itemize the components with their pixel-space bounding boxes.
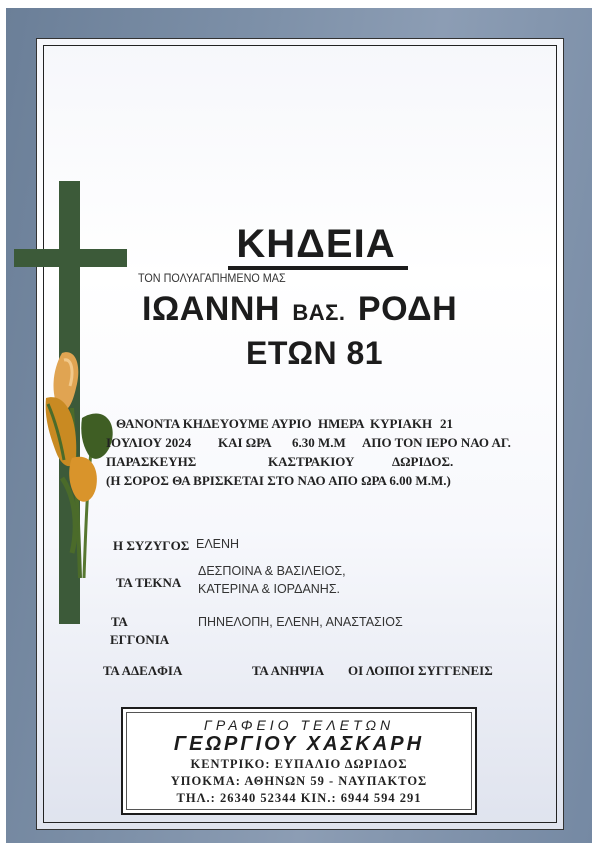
siblings-label: ΤΑ ΑΔΕΛΦΙΑ <box>103 663 183 678</box>
funeral-office-box <box>121 707 477 815</box>
title-underline <box>228 266 408 270</box>
deceased-name <box>142 290 502 329</box>
spouse-label: Η ΣΥΖΥΓΟΣ <box>113 538 190 553</box>
announcement-text: ΑΠΟ ΤΟΝ ΙΕΡΟ ΝΑΟ ΑΓ. <box>362 435 511 450</box>
announcement-text: ΚΑΙ ΩΡΑ <box>218 435 272 450</box>
announcement-text: ΚΑΣΤΡΑΚΙΟΥ <box>268 454 355 469</box>
deceased-age: ΕΤΩΝ 81 <box>246 335 384 371</box>
grandchildren-label-2: ΕΓΓΟΝΙΑ <box>110 632 170 647</box>
announcement-text: ΙΟΥΛΙΟΥ 2024 <box>106 435 192 450</box>
grandchildren-label-1: ΤΑ <box>111 614 128 629</box>
name-middle: ΒΑΣ. <box>292 300 346 325</box>
office-phones: ΤΗΛ.: 26340 52344 ΚΙΝ.: 6944 594 291 <box>176 791 422 805</box>
notice-subtitle: ΤΟΝ ΠΟΛΥΑΓΑΠΗΜΕΝΟ ΜΑΣ <box>138 271 286 285</box>
cross-arm <box>14 249 127 267</box>
relatives-label: ΟΙ ΛΟΙΠΟΙ ΣΥΓΓΕΝΕΙΣ <box>348 663 493 678</box>
announcement-text: ΘΑΝΟΝΤΑ ΚΗΔΕΥΟΥΜΕ ΑΥΡΙΟ <box>116 416 312 431</box>
notice-title: ΚΗΔΕΙΑ <box>236 222 396 266</box>
announcement-text: 21 <box>440 416 453 431</box>
announcement-text: (Η ΣΟΡΟΣ ΘΑ ΒΡΙΣΚΕΤΑΙ ΣΤΟ ΝΑΟ ΑΠΟ ΩΡΑ 6.00 Μ.Μ.) <box>106 473 451 488</box>
office-branch-address: ΥΠΟΚΜΑ: ΑΘΗΝΩΝ 59 - ΝΑΥΠΑΚΤΟΣ <box>170 774 428 788</box>
office-name: ΓΕΩΡΓΙΟΥ ΧΑΣΚΑΡΗ <box>173 733 425 755</box>
children-label: ΤΑ ΤΕΚΝΑ <box>116 575 182 590</box>
children-line-2: ΚΑΤΕΡΙΝΑ & ΙΟΡΔΑΝΗΣ. <box>198 582 341 596</box>
announcement-text: ΔΩΡΙΔΟΣ. <box>392 454 454 469</box>
notice-sheet <box>6 8 592 843</box>
name-last: ΡΟΔΗ <box>357 290 458 328</box>
spouse-value: ΕΛΕΝΗ <box>196 537 240 551</box>
announcement-text: 6.30 Μ.Μ <box>292 435 346 450</box>
office-heading: ΓΡΑΦΕΙΟ ΤΕΛΕΤΩΝ <box>203 717 395 733</box>
office-main-address: ΚΕΝΤΡΙΚΟ: ΕΥΠΑΛΙΟ ΔΩΡΙΔΟΣ <box>190 757 408 771</box>
announcement-text: ΠΑΡΑΣΚΕΥΗΣ <box>106 454 197 469</box>
name-first: ΙΩΑΝΝΗ <box>142 290 280 328</box>
nephews-label: ΤΑ ΑΝΗΨΙΑ <box>252 663 325 678</box>
children-line-1: ΔΕΣΠΟΙΝΑ & ΒΑΣΙΛΕΙΟΣ, <box>198 564 346 578</box>
announcement-text: ΚΥΡΙΑΚΗ <box>370 416 433 431</box>
announcement-text: ΗΜΕΡΑ <box>318 416 365 431</box>
grandchildren-value: ΠΗΝΕΛΟΠΗ, ΕΛΕΝΗ, ΑΝΑΣΤΑΣΙΟΣ <box>198 615 403 629</box>
